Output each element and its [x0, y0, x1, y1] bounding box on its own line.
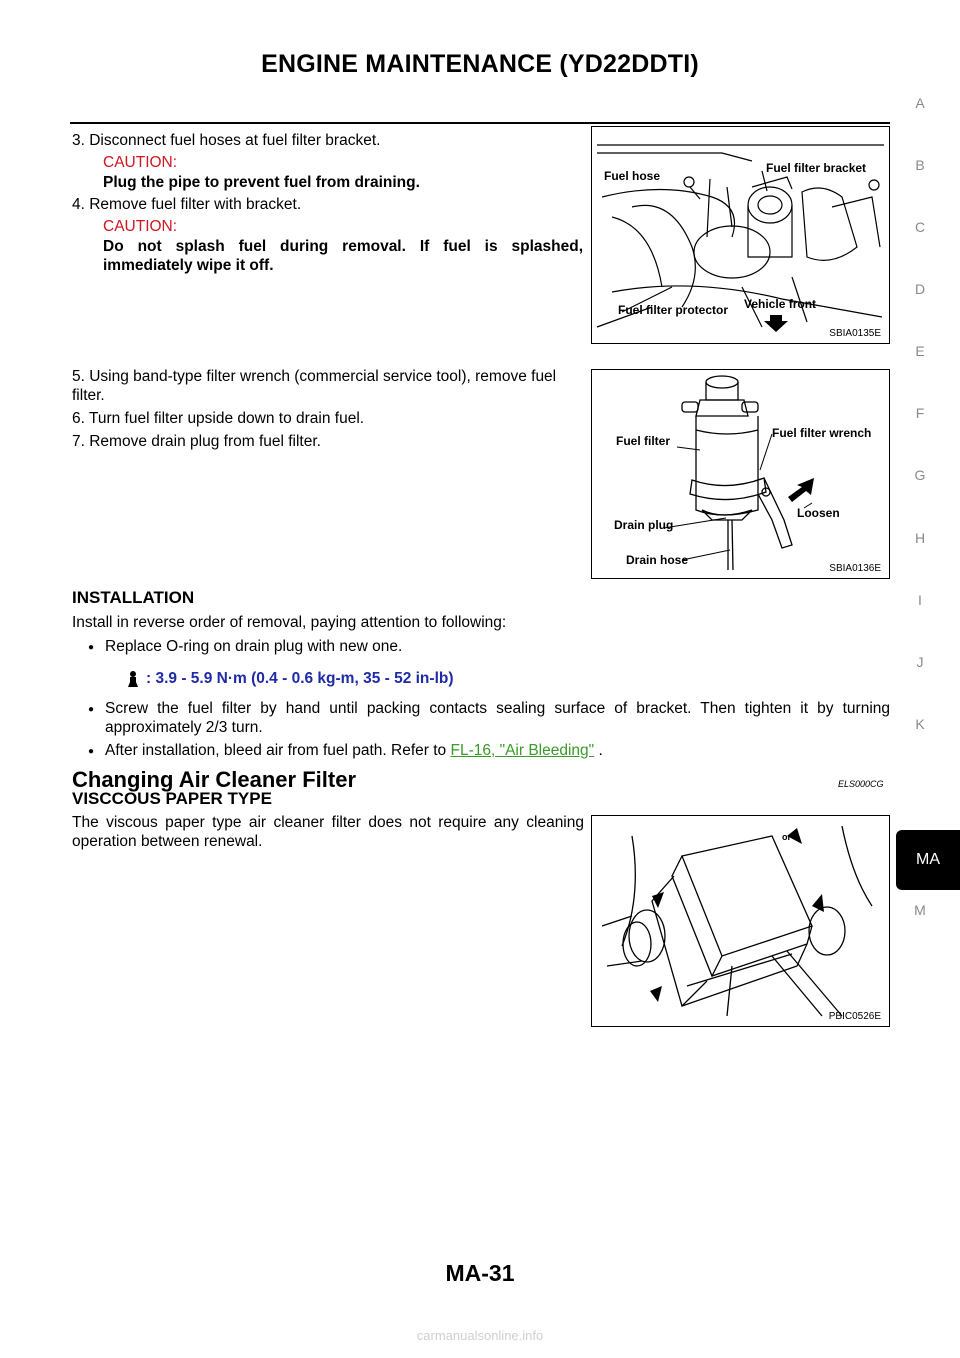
figure-fuel-filter-bracket — [591, 126, 890, 344]
label-drain-plug: Drain plug — [614, 518, 674, 532]
side-tab-g[interactable]: G — [914, 467, 926, 483]
fuel-filter-illustration — [592, 370, 889, 578]
air-cleaner-text: The viscous paper type air cleaner filter does not require any cleaning operation between renewal. — [72, 814, 584, 850]
caution-label: CAUTION: — [103, 218, 178, 235]
section-code: ELS000CG — [838, 779, 884, 789]
bullet-bleed-air: After installation, bleed air from fuel path. Refer to FL-16, "Air Bleeding" . — [105, 742, 603, 759]
air-cleaner-illustration — [592, 816, 889, 1026]
side-tab-c[interactable]: C — [914, 219, 926, 235]
label-drain-hose: Drain hose — [626, 553, 689, 567]
step-3: 3. Disconnect fuel hoses at fuel filter bracket. — [72, 132, 381, 149]
figure-air-cleaner — [591, 815, 890, 1027]
side-tab-j[interactable]: J — [916, 654, 924, 670]
label-fuel-filter-protector: Fuel filter protector — [618, 303, 729, 317]
subheading-viscous: VISCCOUS PAPER TYPE — [72, 789, 272, 808]
label-vehicle-front: Vehicle front — [744, 297, 817, 311]
label-fuel-filter-bracket: Fuel filter bracket — [766, 161, 867, 175]
bullet-screw-filter: Screw the fuel filter by hand until packing contacts sealing surface of bracket. Then tighten it by turning approximately 2/3 turn. — [105, 700, 890, 736]
section-heading-installation: INSTALLATION — [72, 588, 195, 607]
side-tab-d[interactable]: D — [914, 281, 926, 297]
side-tab-f[interactable]: F — [915, 405, 925, 421]
arrow-icon — [650, 986, 662, 1002]
bullet-icon: ● — [88, 746, 95, 757]
loosen-arrow-icon — [788, 478, 814, 502]
label-loosen: Loosen — [797, 506, 840, 520]
page-number: MA-31 — [445, 1260, 515, 1286]
watermark: carmanualsonline.info — [416, 1328, 544, 1343]
bullet-icon: ● — [88, 642, 95, 653]
side-tab-a[interactable]: A — [915, 95, 925, 111]
label-fuel-hose: Fuel hose — [604, 169, 661, 183]
label-or: or — [782, 832, 791, 842]
torque-spec: : 3.9 - 5.9 N·m (0.4 - 0.6 kg-m, 35 - 52 in-lb) — [146, 670, 454, 687]
figure-fuel-filter-wrench — [591, 369, 890, 579]
side-tab-m[interactable]: M — [914, 902, 926, 918]
side-tab-k[interactable]: K — [915, 716, 925, 732]
caution-text: Plug the pipe to prevent fuel from draining. — [103, 174, 420, 191]
vehicle-front-arrow-icon — [764, 315, 788, 332]
figure-code: SBIA0136E — [829, 563, 881, 574]
arrow-icon — [812, 894, 824, 912]
section-title-air-cleaner: Changing Air Cleaner Filter — [72, 767, 357, 792]
figure-code: SBIA0135E — [829, 328, 881, 339]
header-divider — [70, 122, 890, 124]
caution-text: Do not splash fuel during removal. If fuel is splashed, immediately wipe it off. — [103, 238, 583, 274]
figure-code: PBIC0526E — [828, 1011, 881, 1022]
side-tab-h[interactable]: H — [914, 530, 926, 546]
label-fuel-filter: Fuel filter — [616, 434, 671, 448]
side-tab-e[interactable]: E — [915, 343, 925, 359]
label-fuel-filter-wrench: Fuel filter wrench — [772, 426, 872, 440]
side-tab-i[interactable]: I — [918, 592, 922, 608]
page-title: ENGINE MAINTENANCE (YD22DDTI) — [261, 50, 699, 78]
step-4: 4. Remove fuel filter with bracket. — [72, 196, 302, 213]
link-air-bleeding[interactable]: FL-16, "Air Bleeding" — [450, 742, 595, 759]
bullet-icon: ● — [88, 704, 95, 715]
step-7: 7. Remove drain plug from fuel filter. — [72, 433, 321, 450]
side-tab-ma-active[interactable]: MA — [896, 830, 960, 890]
side-tab-b[interactable]: B — [915, 157, 925, 173]
torque-wrench-icon — [126, 670, 140, 693]
caution-label: CAUTION: — [103, 154, 178, 171]
installation-intro: Install in reverse order of removal, paying attention to following: — [72, 614, 507, 631]
bullet-oring: Replace O-ring on drain plug with new one. — [105, 638, 403, 655]
step-6: 6. Turn fuel filter upside down to drain fuel. — [72, 410, 365, 427]
step-5: 5. Using band-type filter wrench (commercial service tool), remove fuel filter. — [72, 368, 557, 404]
